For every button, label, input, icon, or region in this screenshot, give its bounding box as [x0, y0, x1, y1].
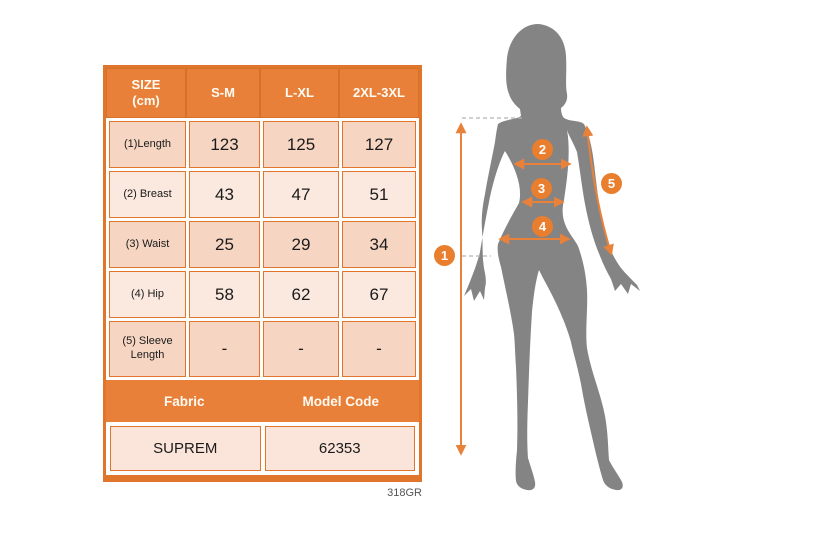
sleeve-2xl3xl: -: [342, 321, 416, 377]
breast-lxl: 47: [263, 171, 339, 218]
hip-lxl: 62: [263, 271, 339, 318]
hip-2xl3xl: 67: [342, 271, 416, 318]
length-lxl: 125: [263, 121, 339, 168]
row-waist-label: (3) Waist: [109, 221, 186, 268]
marker-2-breast: 2: [532, 139, 553, 160]
header-size-line2: (cm): [132, 93, 160, 108]
header-cell-2xl3xl: 2XL-3XL: [339, 68, 419, 118]
waist-sm: 25: [189, 221, 260, 268]
breast-2xl3xl: 51: [342, 171, 416, 218]
header-size-line1: SIZE: [131, 76, 161, 92]
size-table-header-row: [106, 68, 419, 118]
row-length-label: (1)Length: [109, 121, 186, 168]
marker-3-waist: 3: [531, 178, 552, 199]
style-code-note: 318GR: [387, 487, 422, 499]
breast-sm: 43: [189, 171, 260, 218]
waist-2xl3xl: 34: [342, 221, 416, 268]
fabric-header: Fabric: [163, 393, 205, 409]
size-table-body: [106, 118, 419, 380]
length-sm: 123: [189, 121, 260, 168]
header-cell-lxl: L-XL: [260, 68, 339, 118]
header-cell-sm: S-M: [186, 68, 260, 118]
fabric-header-row: [106, 380, 419, 422]
female-silhouette: [464, 24, 640, 490]
body-measurement-diagram: [435, 12, 665, 502]
marker-5-sleeve: 5: [601, 173, 622, 194]
model-code-header: Model Code: [302, 393, 379, 409]
header-cell-size: [106, 68, 186, 118]
model-code-value: 62353: [265, 426, 416, 471]
waist-lxl: 29: [263, 221, 339, 268]
row-sleeve-label: (5) Sleeve Length: [109, 321, 186, 377]
marker-4-hip: 4: [532, 216, 553, 237]
size-table: [103, 65, 422, 482]
sleeve-lxl: -: [263, 321, 339, 377]
row-breast-label: (2) Breast: [109, 171, 186, 218]
fabric-value: SUPREM: [110, 426, 261, 471]
marker-1-length: 1: [434, 245, 455, 266]
sleeve-sm: -: [189, 321, 260, 377]
hip-sm: 58: [189, 271, 260, 318]
fabric-value-row: [106, 422, 419, 475]
length-2xl3xl: 127: [342, 121, 416, 168]
row-hip-label: (4) Hip: [109, 271, 186, 318]
